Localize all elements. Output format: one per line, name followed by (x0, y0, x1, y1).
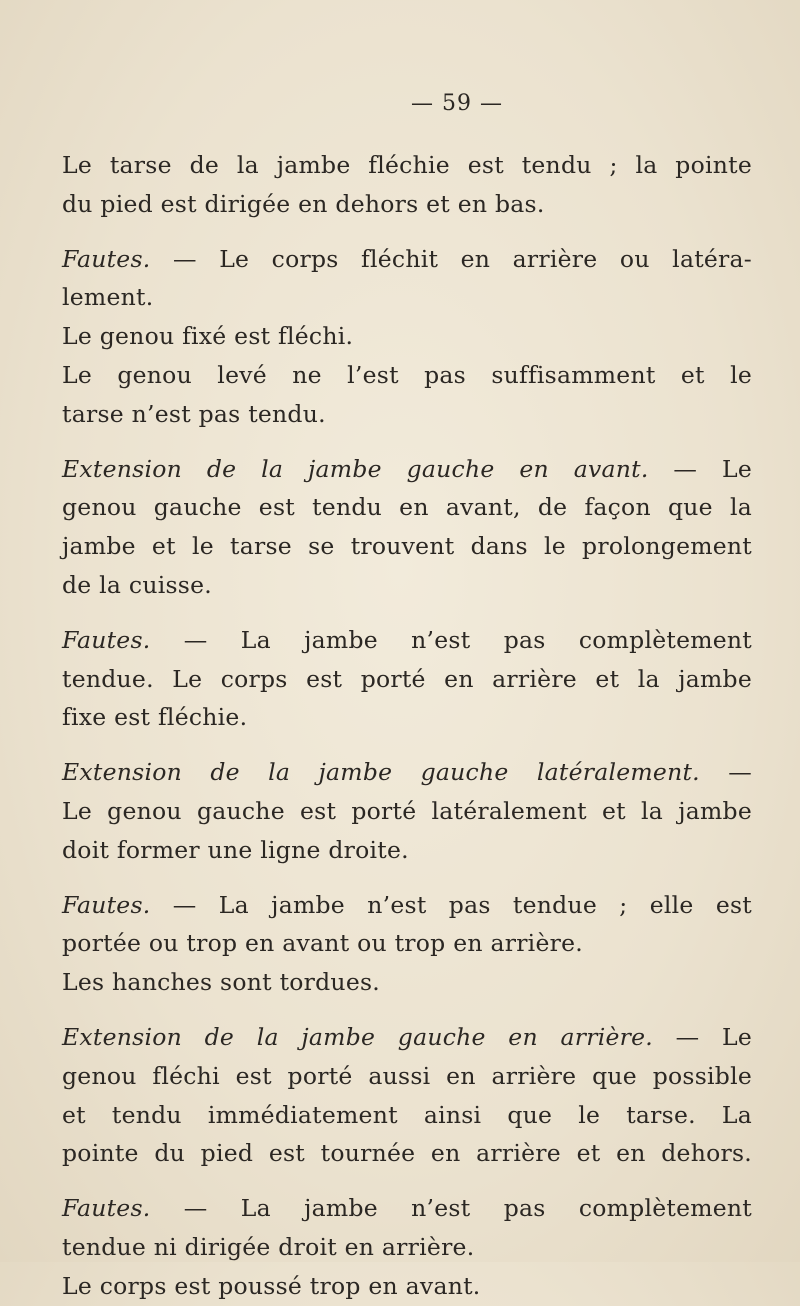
text-line (62, 1189, 752, 1228)
text-line: doit former une ligne droite. (62, 835, 409, 864)
paragraph-fautes (62, 621, 752, 737)
text-run: — La jambe n’est pas complètement (150, 625, 752, 654)
text-line: genou fléchi est porté aussi en arrière que possible (62, 1061, 752, 1090)
text-line: Le corps est poussé trop en avant. (62, 1271, 481, 1300)
paragraph-extension-avant (62, 450, 752, 605)
text-line: pointe du pied est tournée en arrière et en dehors. (62, 1139, 752, 1168)
section-heading: Fautes. (62, 244, 151, 273)
section-heading: Fautes. (62, 1194, 151, 1223)
section-heading: Extension de la jambe gauche latéralement. (62, 758, 700, 787)
text-line (62, 1018, 752, 1057)
section-heading: Fautes. (62, 625, 151, 654)
text-line (62, 450, 752, 489)
text-line: Le genou levé ne l’est pas suffisamment et le (62, 360, 752, 389)
text-line: Le genou gauche est porté latéralement et la jambe (62, 796, 752, 825)
text-line: et tendu immédiatement ainsi que le tarse. La (62, 1100, 752, 1129)
text-line: tarse n’est pas tendu. (62, 399, 326, 428)
text-line: portée ou trop en avant ou trop en arrière. (62, 929, 583, 958)
text-run: — Le (652, 1022, 753, 1051)
text-line: tendue. Le corps est porté en arrière et la jambe (62, 664, 752, 693)
section-heading: Extension de la jambe gauche en avant. (62, 454, 649, 483)
text-line: tendue ni dirigée droit en arrière. (62, 1232, 475, 1261)
text-line: lement. (62, 283, 154, 312)
text-line: Le tarse de la jambe fléchie est tendu ; la pointe (62, 151, 752, 179)
text-run: — La jambe n’est pas complètement (150, 1194, 752, 1223)
text-line: Les hanches sont tordues. (62, 968, 381, 997)
paragraph-fautes (62, 886, 752, 1002)
book-page (62, 84, 752, 1306)
paragraph-fautes (62, 240, 752, 434)
text-run: — Le (648, 454, 752, 483)
paragraph-extension-laterale (62, 753, 752, 869)
text-line: Le genou fixé est fléchi. (62, 322, 354, 351)
text-line (62, 621, 752, 660)
section-heading: Fautes. (62, 890, 151, 919)
text-line (62, 753, 752, 792)
text-run: — Le corps fléchit en arrière ou latéra- (150, 244, 752, 273)
text-line: jambe et le tarse se trouvent dans le prolongement (62, 532, 752, 561)
section-heading: Extension de la jambe gauche en arrière. (62, 1022, 653, 1051)
paragraph-fautes (62, 1189, 752, 1305)
text-line: du pied est dirigée en dehors et en bas. (62, 189, 545, 218)
text-line: genou gauche est tendu en avant, de façon que la (62, 493, 752, 522)
text-line (62, 240, 752, 279)
text-line: fixe est fléchie. (62, 703, 248, 732)
text-line: de la cuisse. (62, 570, 212, 599)
text-line (62, 886, 752, 925)
text-run: — La jambe n’est pas tendue ; elle est (150, 890, 752, 919)
paragraph-extension-arriere (62, 1018, 752, 1173)
text-run: — (699, 758, 752, 787)
paragraph (62, 146, 752, 224)
body-text (62, 146, 752, 1306)
page-number: — 59 — (411, 91, 503, 116)
